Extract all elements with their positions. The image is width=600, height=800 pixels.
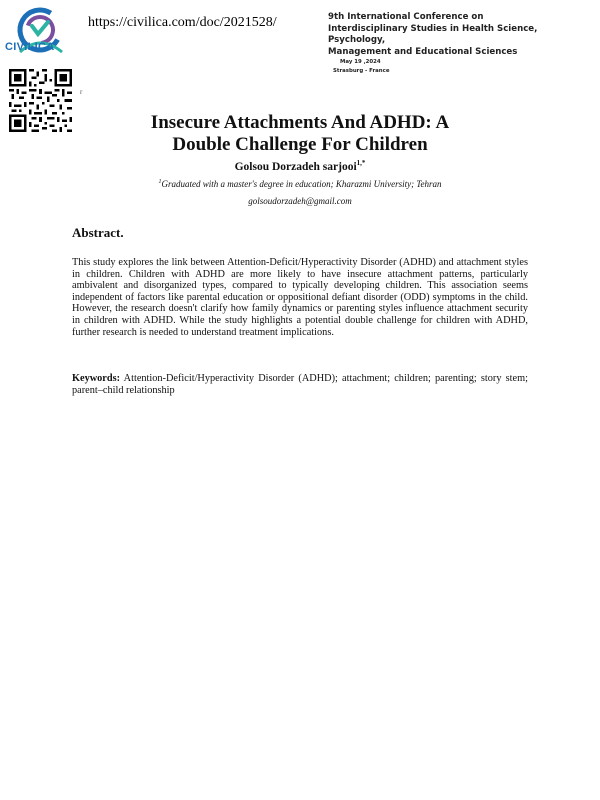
conference-title: [328, 12, 590, 58]
affiliation-text: Graduated with a master's degree in education; Kharazmi University; Tehran: [161, 179, 442, 189]
conference-place: Strasburg - France: [333, 68, 390, 74]
affiliation: [100, 179, 500, 189]
document-url-link[interactable]: https://civilica.com/doc/2021528/: [88, 15, 277, 30]
affiliation-marker: 1: [158, 179, 162, 185]
qr-code-icon[interactable]: [9, 69, 72, 132]
keywords: [72, 373, 528, 396]
abstract-heading: Abstract.: [72, 225, 124, 240]
author-email[interactable]: golsoudorzadeh@gmail.com: [248, 196, 352, 206]
author-name: Golsou Dorzadeh sarjooi: [234, 160, 357, 173]
qr-caption: r: [80, 88, 83, 96]
author: [100, 159, 500, 173]
keywords-text: Attention-Deficit/Hyperactivity Disorder (ADHD); attachment; children; parenting; story stem; parent–child relationship: [72, 373, 528, 396]
paper-title-line: Double Challenge For Children: [172, 134, 428, 155]
author-affiliation-marker: 1,*: [356, 159, 366, 167]
abstract-text: This study explores the link between Attention-Deficit/Hyperactivity Disorder (ADHD) and attachment styles in children. Children with ADHD are more likely to have insecure attachment patterns, particularly ambivalent and disorganized types, compared to typically developing children. This association seems independent of factors like parental education or oppositional defiant disorder (ODD) symptoms in the child. However, the research doesn't clarify how family dynamics or parenting styles influence attachment security in children with ADHD. While the study highlights a potential double challenge for children with ADHD, further research is needed to understand treatment implications.: [72, 257, 528, 338]
paper-title-line: Insecure Attachments And ADHD: A: [150, 112, 450, 133]
civilica-logo-icon: [2, 4, 82, 62]
logo-text: CIVILICA: [5, 41, 55, 53]
keywords-label: Keywords:: [72, 373, 121, 384]
conference-title-line: Interdisciplinary Studies in Health Science, Psychology,: [328, 23, 538, 46]
paper-title: [100, 112, 500, 156]
conference-title-line: 9th International Conference on: [328, 12, 484, 22]
conference-date: May 19 ,2024: [340, 59, 381, 65]
conference-title-line: Management and Educational Sciences: [328, 46, 518, 57]
